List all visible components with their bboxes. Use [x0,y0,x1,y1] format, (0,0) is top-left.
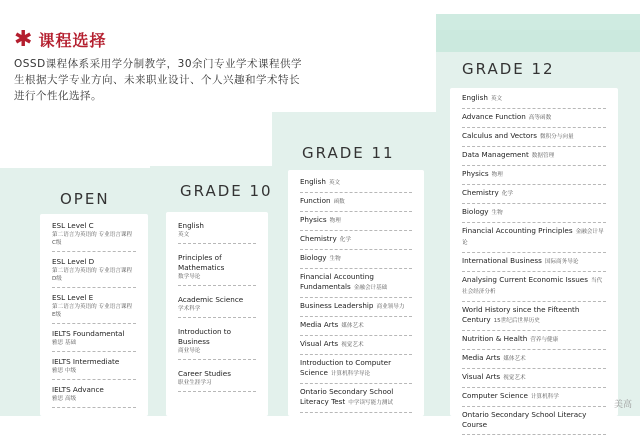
course-name: ESL Level C [52,221,94,230]
course-name-cn: 计算机科学 [530,394,559,400]
course-name-cn: 高等函数 [528,115,552,121]
course-name: Financial Accounting Fundamentals 金融会计基础 [300,272,388,291]
course-item [300,212,412,231]
course-name: Academic Science [178,295,244,304]
course-name: Principles of Mathematics [178,253,225,272]
course-name-cn: 化学 [339,237,351,243]
course-name-cn: 微积分与向量 [539,134,574,140]
course-name: Chemistry 化学 [300,234,351,243]
course-item [462,147,606,166]
course-name-cn: 计算机科学导论 [330,371,371,377]
course-name-cn: 第二语言为英语的 专业语言课程 E级 [52,304,133,318]
course-item [462,128,606,147]
course-name: English 英文 [300,177,341,186]
course-name-cn: 媒体艺术 [341,323,364,329]
intro-text: OSSD课程体系采用学分制教学，30余门专业学术课程供学生根据大学专业方向、未来职业设计、个人兴趣和学术特长进行个性化选择。 [14,58,303,102]
course-item [300,355,412,384]
course-name-cn: 生物 [491,210,503,216]
course-item [52,382,136,408]
section-header [14,28,106,51]
course-name-cn: 金融会计导论 [462,229,604,246]
course-name-cn: 视觉艺术 [341,342,364,348]
column-grade12 [450,88,618,429]
course-name-cn: 物理 [329,218,341,224]
course-name: Financial Accounting Principles 金融会计导论 [462,226,604,246]
watermark: 美高 [613,400,632,410]
course-item [462,223,606,253]
column-title-open: OPEN [60,190,110,208]
course-name: Nutrition & Health 营养与健康 [462,334,559,343]
course-name: Calculus and Vectors 微积分与向量 [462,131,574,140]
course-item [300,269,412,298]
course-name: Computer Science 计算机科学 [462,391,559,400]
course-item [462,253,606,272]
course-name: World History since the Fifteenth Century 15世纪后世界历史 [462,305,580,324]
column-grade10 [166,212,268,416]
asterisk-icon: ✱ [14,26,33,52]
course-name: Visual Arts 视觉艺术 [300,339,364,348]
course-name-cn: 中学读写能力测试 [348,400,394,406]
course-item [52,218,136,252]
course-name-cn: 数据管理 [531,153,555,159]
course-item [462,166,606,185]
course-name: Physics 物理 [300,215,341,224]
course-name-cn: 当代社会经济分析 [462,278,603,295]
course-item [462,407,606,435]
course-item [300,174,412,193]
course-name: Ontario Secondary School Literacy Course [462,410,587,429]
course-name-cn: 第二语言为英语的 专业语言课程 D级 [52,268,133,282]
course-item [462,90,606,109]
course-name: Physics 物理 [462,169,503,178]
column-title-grade11: GRADE 11 [302,144,395,162]
course-item [300,317,412,336]
course-name: Media Arts 媒体艺术 [462,353,526,362]
course-item [462,302,606,331]
course-item [178,250,256,286]
course-item [462,350,606,369]
decorative-bar-top [436,14,640,52]
course-name-cn: 第二语言为英语的 专业语言课程 C级 [52,232,133,246]
course-name: Chemistry 化学 [462,188,513,197]
course-item [52,326,136,352]
course-item [300,298,412,317]
course-name-cn: 物理 [491,172,503,178]
course-name: Introduction to Computer Science 计算机科学导论 [300,358,392,377]
column-title-grade12: GRADE 12 [462,60,555,78]
course-name: ESL Level E [52,293,94,302]
course-item [462,369,606,388]
course-item [300,250,412,269]
course-item [300,193,412,212]
course-name: Biology 生物 [462,207,503,216]
course-item [52,290,136,324]
course-item [462,331,606,350]
course-name-cn: 国际商务导论 [544,259,579,265]
course-name-cn: 金融会计基础 [353,285,388,291]
course-name: International Business 国际商务导论 [462,256,579,265]
course-name-cn: 函数 [333,199,345,205]
course-item [300,231,412,250]
course-name-cn: 雅思 基础 [52,340,77,346]
course-name-cn: 英文 [178,232,190,238]
course-item [178,218,256,244]
course-item [300,336,412,355]
course-item [300,384,412,413]
course-item [462,388,606,407]
course-name-cn: 营养与健康 [530,337,559,343]
course-name: Function 函数 [300,196,345,205]
course-name: Business Leadership 商业领导力 [300,301,405,310]
column-title-grade10: GRADE 10 [180,182,273,200]
course-name: IELTS Intermediate [52,357,120,366]
section-title: 课程选择 [38,31,107,50]
course-name-cn: 商业领导力 [376,304,405,310]
course-name: IELTS Advance [52,385,104,394]
course-name: English 英文 [462,93,503,102]
course-name-cn: 媒体艺术 [503,356,526,362]
course-item [462,272,606,302]
course-name-cn: 职业生涯学习 [178,380,212,386]
course-name: Introduction to Business [178,327,232,346]
course-name: IELTS Foundamental [52,329,125,338]
course-item [462,185,606,204]
course-name-cn: 商业导论 [178,348,201,354]
course-name: Media Arts 媒体艺术 [300,320,364,329]
course-name-cn: 雅思 高级 [52,396,77,402]
course-name-cn: 英文 [328,180,341,186]
course-name-cn: 英文 [490,96,503,102]
column-open [40,214,148,416]
course-name-cn: 化学 [501,191,513,197]
course-name-cn: 生物 [329,256,341,262]
course-name-cn: 数学导论 [178,274,201,280]
course-item [462,109,606,128]
course-name: Biology 生物 [300,253,341,262]
course-name: Analysing Current Economic Issues 当代社会经济分析 [462,275,603,295]
course-item [178,324,256,360]
course-item [462,204,606,223]
course-item [52,254,136,288]
course-item [178,292,256,318]
course-name: Data Management 数据管理 [462,150,555,159]
course-name: English [178,221,204,230]
course-item [178,366,256,392]
column-grade11 [288,170,424,416]
course-name: Career Studies [178,369,231,378]
course-name-cn: 雅思 中级 [52,368,77,374]
course-name-cn: 视觉艺术 [503,375,526,381]
course-name: Advance Function 高等函数 [462,112,552,121]
course-name: Ontario Secondary School Literacy Test 中学读写能力测试 [300,387,394,406]
course-name: Visual Arts 视觉艺术 [462,372,526,381]
course-name-cn: 15世纪后世界历史 [493,318,540,324]
course-name: ESL Level D [52,257,95,266]
course-item [52,354,136,380]
course-name-cn: 学术科学 [178,306,201,312]
